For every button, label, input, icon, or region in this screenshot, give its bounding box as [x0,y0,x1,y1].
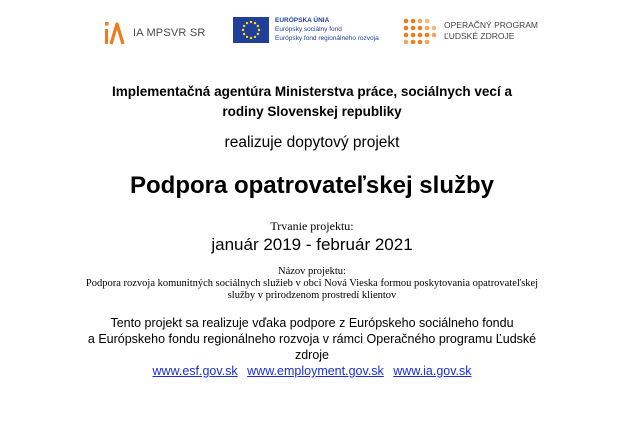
ia-logo-text: IA MPSVR SR [133,27,206,39]
agency-line1: Implementačná agentúra Ministerstva práce, sociálnych vecí a [112,84,512,99]
ia-mpsvr-logo [103,20,206,46]
op-line2: ĽUDSKÉ ZDROJE [444,31,515,41]
project-name-label: Názov projektu: [278,266,346,277]
op-logo-text [444,20,538,42]
eu-title: EURÓPSKA ÚNIA [275,17,330,24]
op-dots-icon [403,18,437,44]
project-title: Podpora opatrovateľskej služby [129,172,494,199]
agency-heading [0,82,624,122]
eu-fund-line2: Európsky fond regionálneho rozvoja [275,35,379,42]
op-line1: OPERAČNÝ PROGRAM [444,20,538,30]
realizuje-text: realizuje dopytový projekt [224,134,400,151]
logo-bar [0,14,624,58]
op-lz-logo [403,18,538,44]
link-ia[interactable]: www.ia.gov.sk [393,364,472,378]
duration-label: Trvanie projektu: [270,219,354,233]
project-name-line2: služby v prirodzenom prostredí klientov [227,290,397,301]
links-row [0,364,624,378]
support-line1: Tento projekt sa realizuje vďaka podpore z Európskeho sociálneho fondu [110,316,514,330]
support-statement [0,315,624,363]
eu-fund-line1: Európsky sociálny fond [275,26,342,33]
eu-flag-icon [233,17,269,43]
eu-logo [233,16,379,43]
agency-line2: rodiny Slovenskej republiky [222,104,402,119]
support-line3: zdroje [294,348,330,362]
eu-logo-text [275,16,379,43]
link-esf[interactable]: www.esf.gov.sk [152,364,238,378]
support-line2: a Európskeho fondu regionálneho rozvoja v rámci Operačného programu Ľudské [87,332,537,346]
project-name-line1: Podpora rozvoja komunitných sociálnych služieb v obci Nová Vieska formou poskytovania opatrovateľskej [85,278,539,289]
ia-mark-icon [103,20,127,46]
duration-value: január 2019 - február 2021 [211,235,413,254]
project-name-text [0,278,624,302]
link-employment[interactable]: www.employment.gov.sk [247,364,384,378]
